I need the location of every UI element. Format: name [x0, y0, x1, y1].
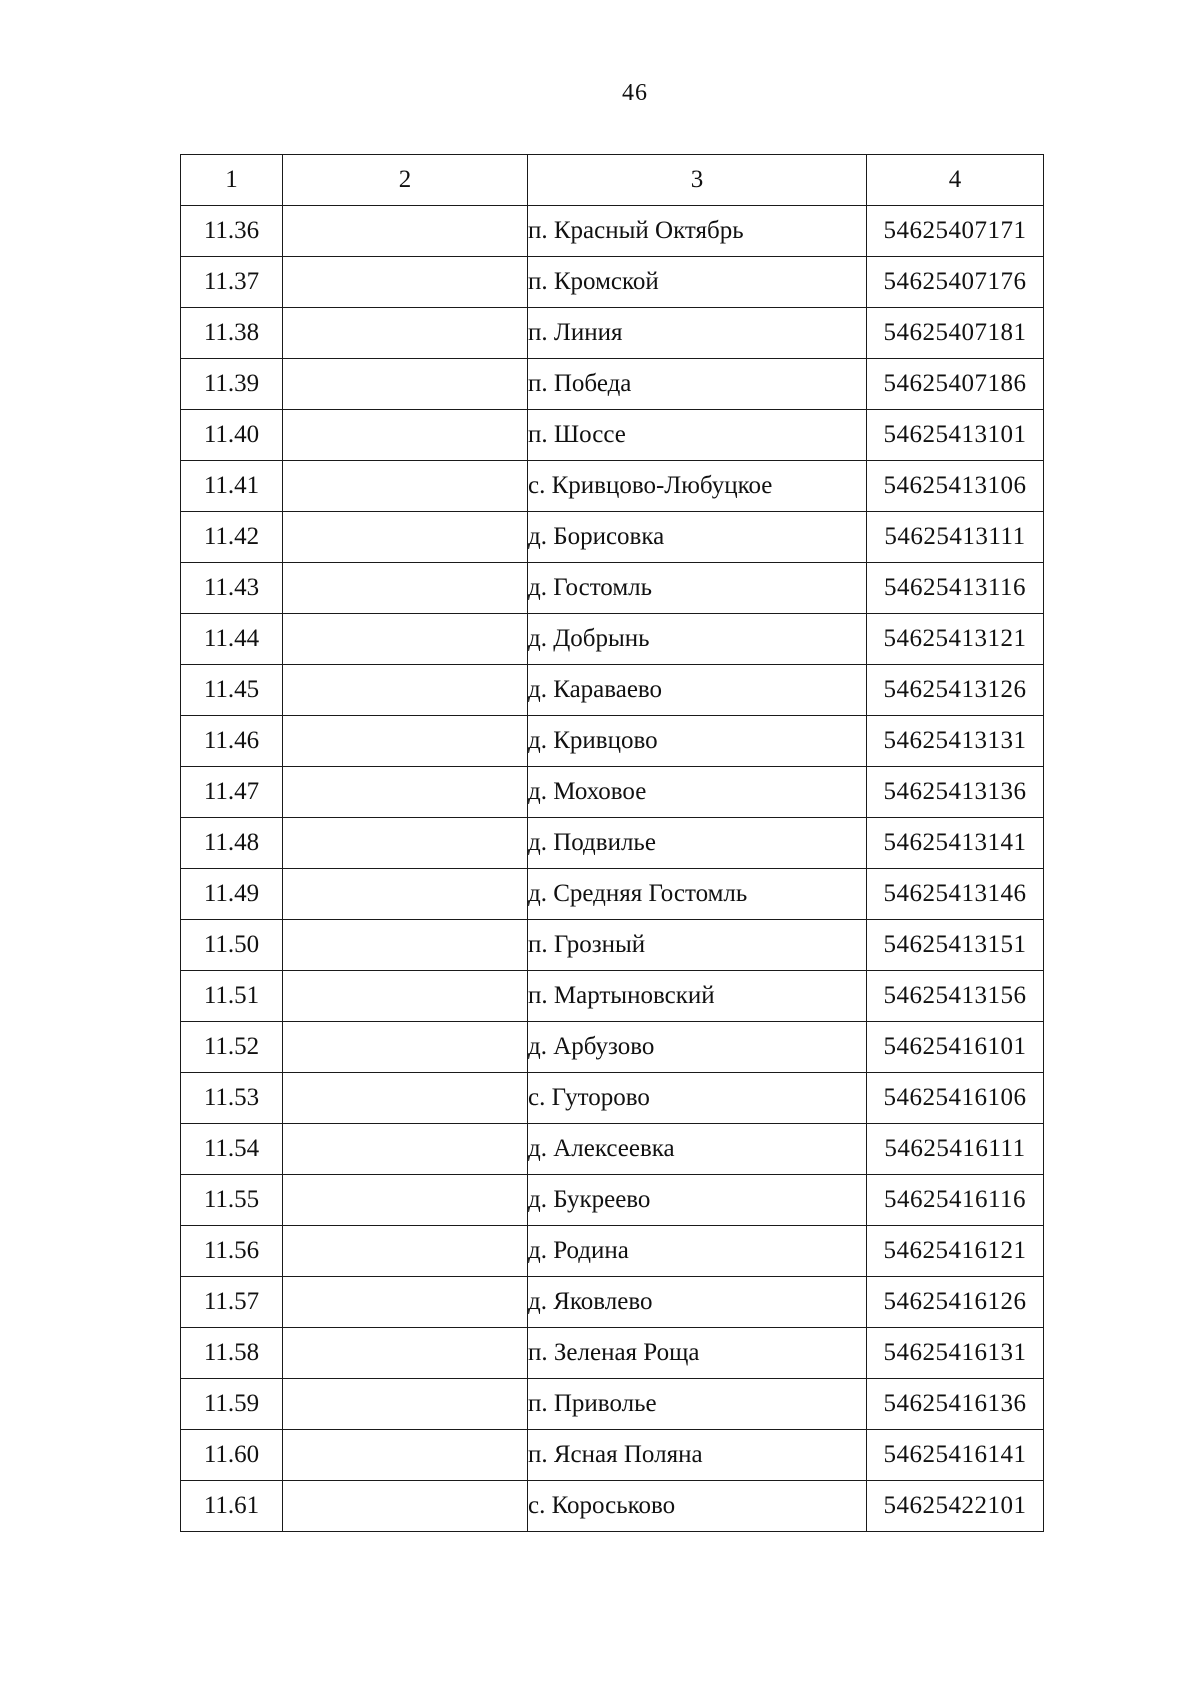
- oktmo-code-cell: 54625416136: [867, 1379, 1044, 1430]
- row-number-cell: 11.50: [181, 920, 283, 971]
- oktmo-code-cell: 54625407171: [867, 206, 1044, 257]
- oktmo-code-cell: 54625407186: [867, 359, 1044, 410]
- row-number-cell: 11.45: [181, 665, 283, 716]
- empty-cell: [283, 1328, 528, 1379]
- empty-cell: [283, 257, 528, 308]
- oktmo-code-cell: 54625413151: [867, 920, 1044, 971]
- settlement-name-cell: д. Кривцово: [528, 716, 867, 767]
- row-number-cell: 11.39: [181, 359, 283, 410]
- oktmo-code-cell: 54625413106: [867, 461, 1044, 512]
- empty-cell: [283, 1226, 528, 1277]
- settlement-name-cell: д. Караваево: [528, 665, 867, 716]
- table-row: [181, 257, 1044, 308]
- oktmo-code-cell: 54625413126: [867, 665, 1044, 716]
- row-number-cell: 11.42: [181, 512, 283, 563]
- table-row: [181, 818, 1044, 869]
- row-number-cell: 11.60: [181, 1430, 283, 1481]
- oktmo-code-cell: 54625416126: [867, 1277, 1044, 1328]
- empty-cell: [283, 410, 528, 461]
- row-number-cell: 11.54: [181, 1124, 283, 1175]
- oktmo-code-cell: 54625416141: [867, 1430, 1044, 1481]
- empty-cell: [283, 359, 528, 410]
- settlement-name-cell: п. Ясная Поляна: [528, 1430, 867, 1481]
- settlement-name-cell: п. Победа: [528, 359, 867, 410]
- table-header-row: [181, 155, 1044, 206]
- oktmo-code-cell: 54625416111: [867, 1124, 1044, 1175]
- oktmo-code-cell: 54625416101: [867, 1022, 1044, 1073]
- row-number-cell: 11.43: [181, 563, 283, 614]
- row-number-cell: 11.61: [181, 1481, 283, 1532]
- table-body: [181, 206, 1044, 1532]
- row-number-cell: 11.49: [181, 869, 283, 920]
- table-row: [181, 1328, 1044, 1379]
- oktmo-code-cell: 54625416121: [867, 1226, 1044, 1277]
- table-row: [181, 920, 1044, 971]
- column-header-2: 2: [283, 155, 528, 206]
- row-number-cell: 11.55: [181, 1175, 283, 1226]
- settlement-name-cell: п. Шоссе: [528, 410, 867, 461]
- settlement-name-cell: п. Кромской: [528, 257, 867, 308]
- table-row: [181, 410, 1044, 461]
- row-number-cell: 11.46: [181, 716, 283, 767]
- row-number-cell: 11.59: [181, 1379, 283, 1430]
- row-number-cell: 11.58: [181, 1328, 283, 1379]
- table-row: [181, 1430, 1044, 1481]
- table-row: [181, 1022, 1044, 1073]
- oktmo-code-cell: 54625416131: [867, 1328, 1044, 1379]
- empty-cell: [283, 665, 528, 716]
- row-number-cell: 11.48: [181, 818, 283, 869]
- empty-cell: [283, 1022, 528, 1073]
- table-row: [181, 716, 1044, 767]
- table-row: [181, 308, 1044, 359]
- table-row: [181, 359, 1044, 410]
- column-header-1: 1: [181, 155, 283, 206]
- oktmo-code-cell: 54625413131: [867, 716, 1044, 767]
- row-number-cell: 11.57: [181, 1277, 283, 1328]
- table-row: [181, 206, 1044, 257]
- table-row: [181, 563, 1044, 614]
- settlement-name-cell: д. Алексеевка: [528, 1124, 867, 1175]
- table-row: [181, 767, 1044, 818]
- empty-cell: [283, 308, 528, 359]
- settlement-name-cell: п. Мартыновский: [528, 971, 867, 1022]
- settlement-name-cell: с. Кривцово-Любуцкое: [528, 461, 867, 512]
- settlement-name-cell: д. Добрынь: [528, 614, 867, 665]
- settlement-name-cell: д. Гостомль: [528, 563, 867, 614]
- empty-cell: [283, 920, 528, 971]
- page-number: 46: [622, 80, 648, 106]
- empty-cell: [283, 461, 528, 512]
- settlement-name-cell: п. Зеленая Роща: [528, 1328, 867, 1379]
- row-number-cell: 11.37: [181, 257, 283, 308]
- table-row: [181, 1481, 1044, 1532]
- oktmo-code-cell: 54625416116: [867, 1175, 1044, 1226]
- column-header-3: 3: [528, 155, 867, 206]
- oktmo-code-cell: 54625413156: [867, 971, 1044, 1022]
- column-header-4: 4: [867, 155, 1044, 206]
- settlement-name-cell: п. Красный Октябрь: [528, 206, 867, 257]
- settlement-name-cell: п. Приволье: [528, 1379, 867, 1430]
- empty-cell: [283, 1124, 528, 1175]
- oktmo-code-cell: 54625413121: [867, 614, 1044, 665]
- oktmo-code-cell: 54625422101: [867, 1481, 1044, 1532]
- table-row: [181, 869, 1044, 920]
- empty-cell: [283, 869, 528, 920]
- settlement-name-cell: д. Родина: [528, 1226, 867, 1277]
- table-row: [181, 614, 1044, 665]
- row-number-cell: 11.51: [181, 971, 283, 1022]
- oktmo-code-cell: 54625413141: [867, 818, 1044, 869]
- table-row: [181, 1277, 1044, 1328]
- table-row: [181, 971, 1044, 1022]
- row-number-cell: 11.56: [181, 1226, 283, 1277]
- row-number-cell: 11.38: [181, 308, 283, 359]
- oktmo-code-cell: 54625416106: [867, 1073, 1044, 1124]
- oktmo-code-cell: 54625413116: [867, 563, 1044, 614]
- settlement-name-cell: д. Средняя Гостомль: [528, 869, 867, 920]
- empty-cell: [283, 1175, 528, 1226]
- row-number-cell: 11.47: [181, 767, 283, 818]
- oktmo-code-cell: 54625407181: [867, 308, 1044, 359]
- oktmo-code-cell: 54625413146: [867, 869, 1044, 920]
- row-number-cell: 11.36: [181, 206, 283, 257]
- empty-cell: [283, 1073, 528, 1124]
- empty-cell: [283, 614, 528, 665]
- empty-cell: [283, 716, 528, 767]
- oktmo-code-cell: 54625413136: [867, 767, 1044, 818]
- empty-cell: [283, 563, 528, 614]
- row-number-cell: 11.52: [181, 1022, 283, 1073]
- settlement-name-cell: п. Грозный: [528, 920, 867, 971]
- table-row: [181, 665, 1044, 716]
- table-row: [181, 461, 1044, 512]
- oktmo-code-cell: 54625413101: [867, 410, 1044, 461]
- empty-cell: [283, 1379, 528, 1430]
- settlement-name-cell: с. Короськово: [528, 1481, 867, 1532]
- empty-cell: [283, 971, 528, 1022]
- table-row: [181, 1124, 1044, 1175]
- row-number-cell: 11.53: [181, 1073, 283, 1124]
- oktmo-code-cell: 54625413111: [867, 512, 1044, 563]
- settlement-name-cell: д. Букреево: [528, 1175, 867, 1226]
- table-row: [181, 1379, 1044, 1430]
- empty-cell: [283, 1430, 528, 1481]
- oktmo-code-cell: 54625407176: [867, 257, 1044, 308]
- settlements-table: [180, 154, 1044, 1532]
- empty-cell: [283, 818, 528, 869]
- settlement-name-cell: д. Яковлево: [528, 1277, 867, 1328]
- empty-cell: [283, 512, 528, 563]
- empty-cell: [283, 1481, 528, 1532]
- settlement-name-cell: д. Подвилье: [528, 818, 867, 869]
- empty-cell: [283, 1277, 528, 1328]
- settlement-name-cell: д. Моховое: [528, 767, 867, 818]
- table-row: [181, 1073, 1044, 1124]
- row-number-cell: 11.41: [181, 461, 283, 512]
- settlement-name-cell: с. Гуторово: [528, 1073, 867, 1124]
- empty-cell: [283, 767, 528, 818]
- table-row: [181, 1175, 1044, 1226]
- empty-cell: [283, 206, 528, 257]
- settlement-name-cell: д. Арбузово: [528, 1022, 867, 1073]
- row-number-cell: 11.40: [181, 410, 283, 461]
- table-row: [181, 1226, 1044, 1277]
- row-number-cell: 11.44: [181, 614, 283, 665]
- settlement-name-cell: п. Линия: [528, 308, 867, 359]
- settlement-name-cell: д. Борисовка: [528, 512, 867, 563]
- table-row: [181, 512, 1044, 563]
